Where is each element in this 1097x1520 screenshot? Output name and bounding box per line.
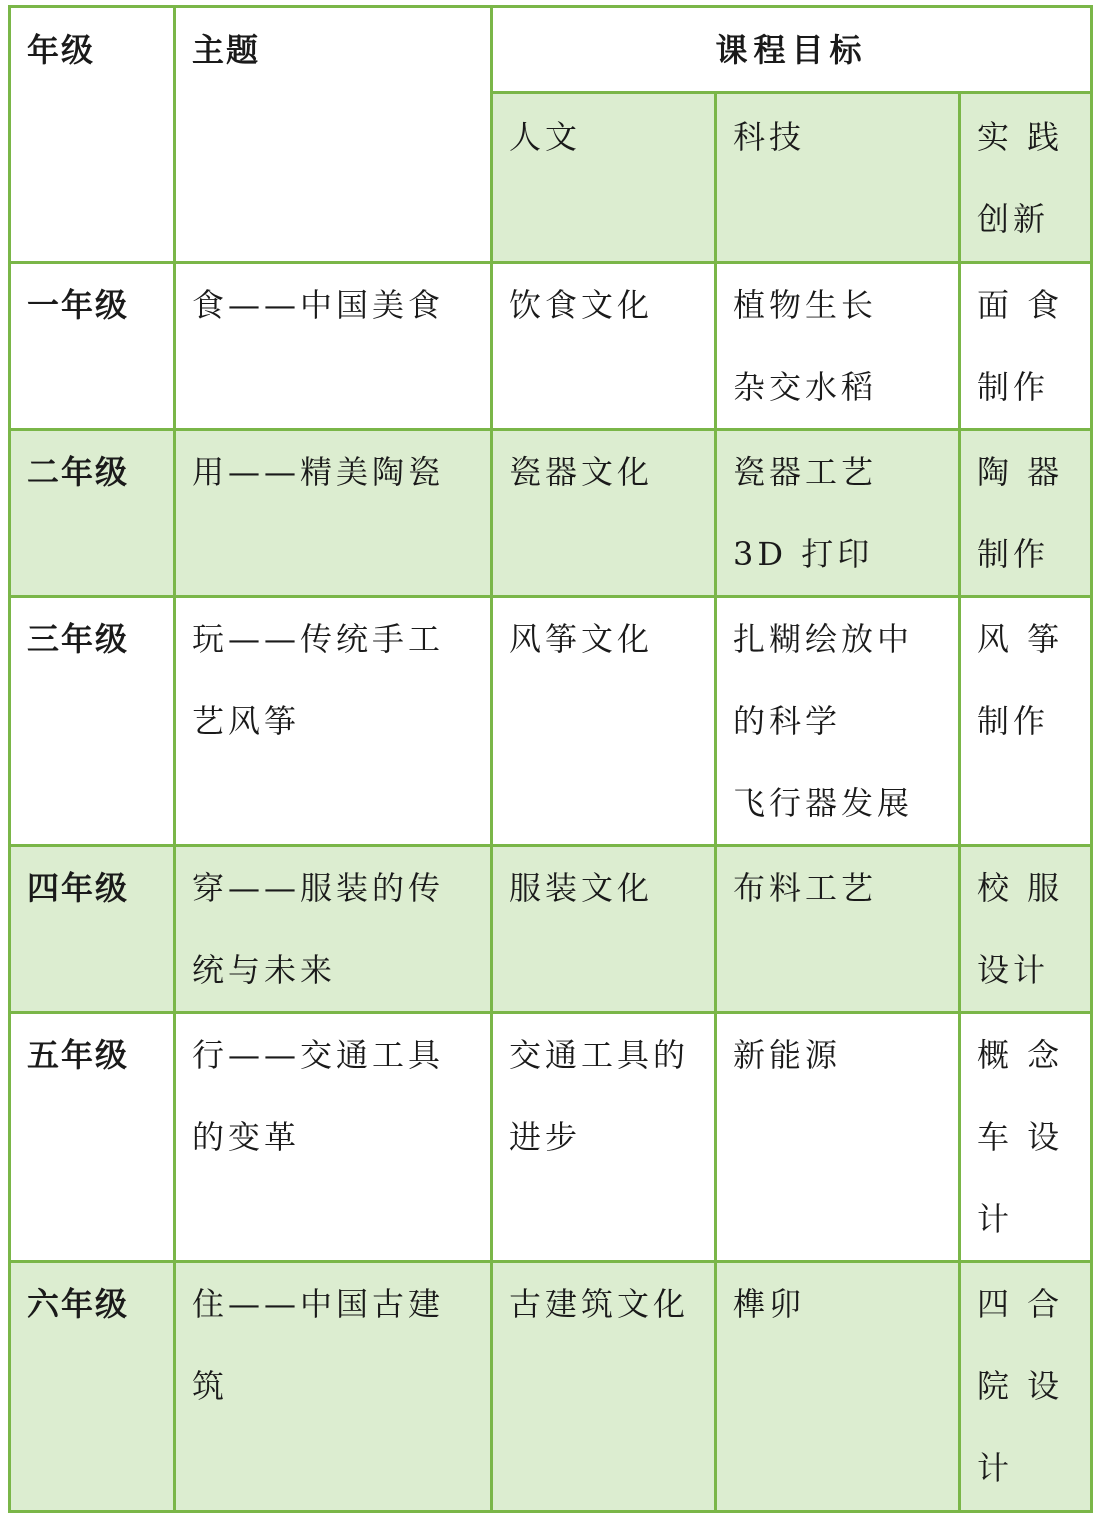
- header-course-goals: 课程目标: [492, 7, 1092, 93]
- humanities-cell-line: 古建筑文化: [509, 1285, 690, 1323]
- practice-cell: [960, 263, 1092, 430]
- grade-cell: 六年级: [10, 1262, 175, 1512]
- practice-cell-line: 校 服: [977, 869, 1064, 907]
- technology-cell: [716, 1262, 960, 1512]
- theme-cell-line: 住——中国古建: [192, 1285, 445, 1323]
- technology-cell: [716, 846, 960, 1013]
- technology-cell-line: 杂交水稻: [733, 368, 878, 406]
- theme-cell: [175, 1013, 492, 1262]
- humanities-cell: [492, 1013, 716, 1262]
- practice-cell-line: 车 设: [977, 1118, 1064, 1156]
- humanities-cell-line: 进步: [509, 1118, 582, 1156]
- theme-cell: [175, 846, 492, 1013]
- humanities-cell: [492, 430, 716, 597]
- practice-cell-line: 陶 器: [977, 453, 1064, 491]
- header-grade: 年级: [10, 7, 175, 263]
- header-practice-innovation: 实 践 创新: [960, 93, 1092, 263]
- practice-cell: [960, 1262, 1092, 1512]
- technology-cell-line: 的科学: [733, 702, 842, 740]
- practice-cell-line: 院 设: [977, 1367, 1064, 1405]
- table-row: [10, 263, 1092, 430]
- theme-cell: [175, 430, 492, 597]
- table-row: [10, 597, 1092, 846]
- theme-cell-line: 行——交通工具: [192, 1036, 445, 1074]
- theme-cell: [175, 1262, 492, 1512]
- table-row: [10, 1262, 1092, 1512]
- technology-cell-line: 植物生长: [733, 286, 878, 324]
- theme-cell-line: 筑: [192, 1367, 229, 1405]
- theme-cell-line: 统与未来: [192, 951, 337, 989]
- technology-cell: [716, 597, 960, 846]
- practice-cell: [960, 597, 1092, 846]
- practice-cell: [960, 846, 1092, 1013]
- practice-cell-line: 设计: [977, 951, 1050, 989]
- practice-cell-line: 计: [977, 1449, 1014, 1487]
- table-row: [10, 1013, 1092, 1262]
- table-row: [10, 430, 1092, 597]
- technology-cell-line: 飞行器发展: [733, 784, 914, 822]
- theme-cell-line: 用——精美陶瓷: [192, 453, 445, 491]
- theme-cell-line: 艺风筝: [192, 702, 301, 740]
- practice-cell-line: 制作: [977, 535, 1050, 573]
- grade-cell: 二年级: [10, 430, 175, 597]
- technology-cell-line: 布料工艺: [733, 869, 878, 907]
- theme-cell-line: 穿——服装的传: [192, 869, 445, 907]
- humanities-cell-line: 饮食文化: [509, 286, 654, 324]
- technology-cell-line: 3D 打印: [733, 535, 874, 573]
- header-technology: 科技: [716, 93, 960, 263]
- practice-cell-line: 风 筝: [977, 620, 1064, 658]
- humanities-cell: [492, 846, 716, 1013]
- theme-cell-line: 食——中国美食: [192, 286, 445, 324]
- practice-cell-line: 计: [977, 1200, 1014, 1238]
- header-humanities: 人文: [492, 93, 716, 263]
- grade-cell: 三年级: [10, 597, 175, 846]
- theme-cell-line: 的变革: [192, 1118, 301, 1156]
- curriculum-table: [8, 5, 1093, 1513]
- technology-cell-line: 榫卯: [733, 1285, 806, 1323]
- theme-cell: [175, 263, 492, 430]
- table-row: [10, 846, 1092, 1013]
- grade-cell: 五年级: [10, 1013, 175, 1262]
- practice-cell-line: 制作: [977, 368, 1050, 406]
- humanities-cell-line: 交通工具的: [509, 1036, 690, 1074]
- technology-cell-line: 新能源: [733, 1036, 842, 1074]
- theme-cell: [175, 597, 492, 846]
- humanities-cell: [492, 263, 716, 430]
- practice-cell-line: 概 念: [977, 1036, 1064, 1074]
- technology-cell: [716, 1013, 960, 1262]
- practice-cell-line: 四 合: [977, 1285, 1064, 1323]
- practice-cell-line: 面 食: [977, 286, 1064, 324]
- practice-cell: [960, 1013, 1092, 1262]
- practice-cell-line: 制作: [977, 702, 1050, 740]
- technology-cell: [716, 263, 960, 430]
- header-theme: 主题: [175, 7, 492, 263]
- grade-cell: 一年级: [10, 263, 175, 430]
- grade-cell: 四年级: [10, 846, 175, 1013]
- practice-cell: [960, 430, 1092, 597]
- humanities-cell-line: 瓷器文化: [509, 453, 654, 491]
- technology-cell-line: 扎糊绘放中: [733, 620, 914, 658]
- theme-cell-line: 玩——传统手工: [192, 620, 445, 658]
- humanities-cell: [492, 1262, 716, 1512]
- humanities-cell-line: 风筝文化: [509, 620, 654, 658]
- humanities-cell: [492, 597, 716, 846]
- humanities-cell-line: 服装文化: [509, 869, 654, 907]
- technology-cell-line: 瓷器工艺: [733, 453, 878, 491]
- technology-cell: [716, 430, 960, 597]
